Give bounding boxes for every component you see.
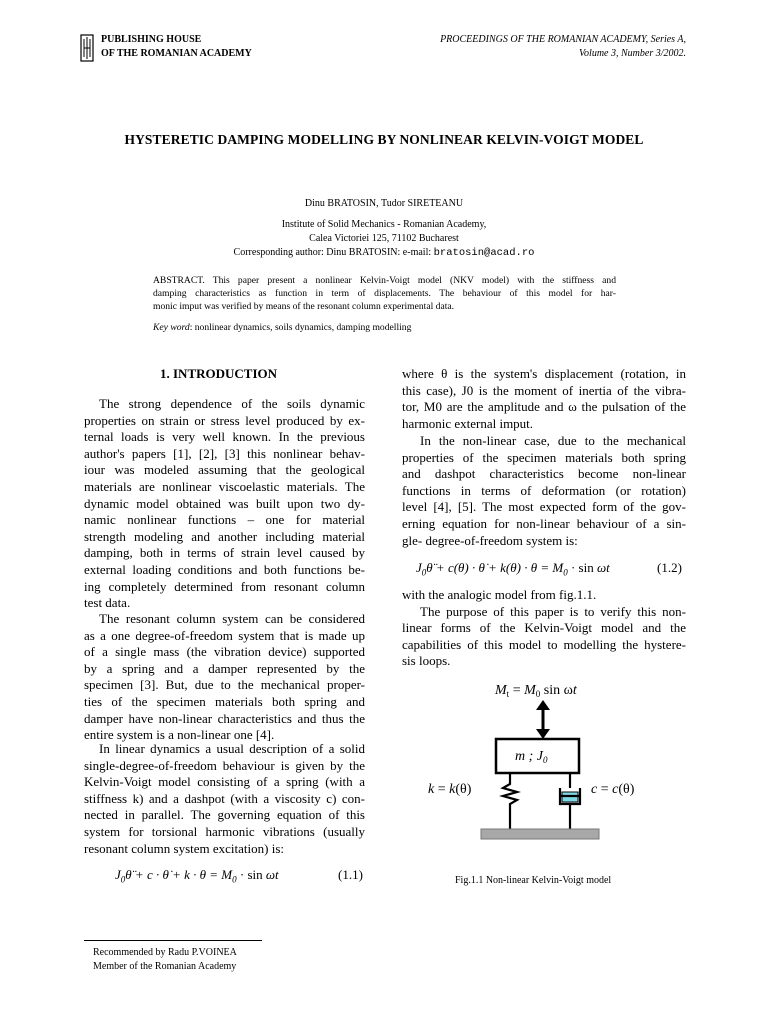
figure-caption: Fig.1.1 Non-linear Kelvin-Voigt model xyxy=(455,875,612,886)
ground-base xyxy=(481,829,599,839)
section-heading: 1. INTRODUCTION xyxy=(160,366,278,381)
footnote-rule xyxy=(84,940,262,941)
spring-icon xyxy=(503,773,517,829)
right-column-para1: where θ is the system's displacement (rotation, in this case), J0 is the moment of inertia of the vibra- tor, M0 are the amplitude and ω the pulsation of the harmonic external imput. xyxy=(402,366,686,431)
academy-logo-icon xyxy=(80,34,94,62)
svg-text:c = c(θ): c = c(θ) xyxy=(591,782,635,797)
spring-label xyxy=(428,782,472,797)
corresponding-author: Corresponding author: Dinu BRATOSIN: e-mail: bratosin@acad.ro xyxy=(233,247,535,259)
paper-authors: Dinu BRATOSIN, Tudor SIRETEANU xyxy=(304,198,464,209)
dashpot-icon xyxy=(560,773,580,829)
affiliation xyxy=(0,218,768,260)
footnote: Recommended by Radu P.VOINEA Member of the Romanian Academy xyxy=(93,947,237,972)
kelvin-voigt-diagram xyxy=(425,676,645,846)
right-column-para3: with the analogic model from fig.1.1. The purpose of this paper is to verify this non- linear forms of the Kelvin-Voigt model and the capabilities of this model to modelling the hystere- sis loops. xyxy=(402,587,686,669)
journal-reference: PROCEEDINGS OF THE ROMANIAN ACADEMY, Series A, Volume 3, Number 3/2002. xyxy=(440,34,686,59)
keywords: Key word: nonlinear dynamics, soils dynamics, damping modelling xyxy=(153,322,412,333)
mass-block xyxy=(496,739,579,773)
dashpot-label xyxy=(591,782,635,797)
institute: Institute of Solid Mechanics - Romanian Academy, xyxy=(281,219,487,230)
left-column-para3: In linear dynamics a usual description of a solid single-degree-of-freedom behaviour is given by the Kelvin-Voigt model consisting of a spring (with a stiffness k) and a dashpot (with a viscosity c) con- nected in parallel. The governing equation of this system for torsional harmonic vibrations (usually resonant column system excitation) is: xyxy=(84,741,365,856)
svg-text:k = k(θ): k = k(θ) xyxy=(428,782,472,797)
email-link[interactable]: bratosin@acad.ro xyxy=(433,247,535,259)
equation-1-1-number: (1.1) xyxy=(338,867,363,882)
svg-text:Mt = M0 sin ωt: $M_t = M_0$ sin ωt xyxy=(495,683,577,699)
double-arrow-icon xyxy=(536,700,550,739)
equation-1-2-number: (1.2) xyxy=(657,560,682,575)
equation-1-2: $J_0\thetä + c(\theta)$ · θ̇ + $k(\theta) \cdot \theta = M_0 \cdot \sin \omega t$ xyxy=(416,560,610,578)
abstract: ABSTRACT. This paper present a nonlinear Kelvin-Voigt model (NKV model) with the stiffness and damping characteristics as function in term of displacements. The behaviour of this model for har- monic imput was verified by means of the resonant column experimental data. xyxy=(153,275,616,312)
address: Calea Victoriei 125, 71102 Bucharest xyxy=(309,233,459,244)
paper-title: HYSTERETIC DAMPING MODELLING BY NONLINEAR KELVIN-VOIGT MODEL xyxy=(124,132,644,147)
publisher-name: PUBLISHING HOUSE OF THE ROMANIAN ACADEMY xyxy=(101,34,252,59)
left-column-para1: The strong dependence of the soils dynamic properties on strain or stress level produced by ex- ternal loads is very well known. In the previous author's papers [1], [2], [3] this nonlinear behav- iour was modeled assuming that the geological materials are nonlinear viscoelastic materials. The dynamic model obtained was built upon two dy- namic nonlinear functions – one for material strength modeling and another including material damping, both in terms of strain level caused by external loading conditions and both functions be- ing completely determined from resonant column test data. xyxy=(84,396,365,611)
equation-1-1: $J_0\thetä + c$ · θ̇ + $k \cdot \theta = M_0 \cdot \sin \omega t$ xyxy=(115,867,279,885)
left-column-para2: The resonant column system can be considered as a one degree-of-freedom system that is made up of a single mass (the vibration device) supported by a spring and a damper represented by the specimen [3]. But, due to the mechanical proper- ties of the specimen materials both spring and damper have non-linear characteristics and thus the entire system is a non-linear one [4]. xyxy=(84,611,365,743)
right-column-para2: In the non-linear case, due to the mechanical properties of the specimen materials both spring and dashpot characteristics become non-linear functions in terms of deformation (or rotation) level [4], [5]. The most expected form of the gov- erning equation for non-linear behaviour of a sin- gle- degree-of-freedom system is: xyxy=(402,433,686,548)
moment-label xyxy=(494,683,578,699)
svg-text:m ; J0: m ; $J_0$ xyxy=(515,749,548,765)
